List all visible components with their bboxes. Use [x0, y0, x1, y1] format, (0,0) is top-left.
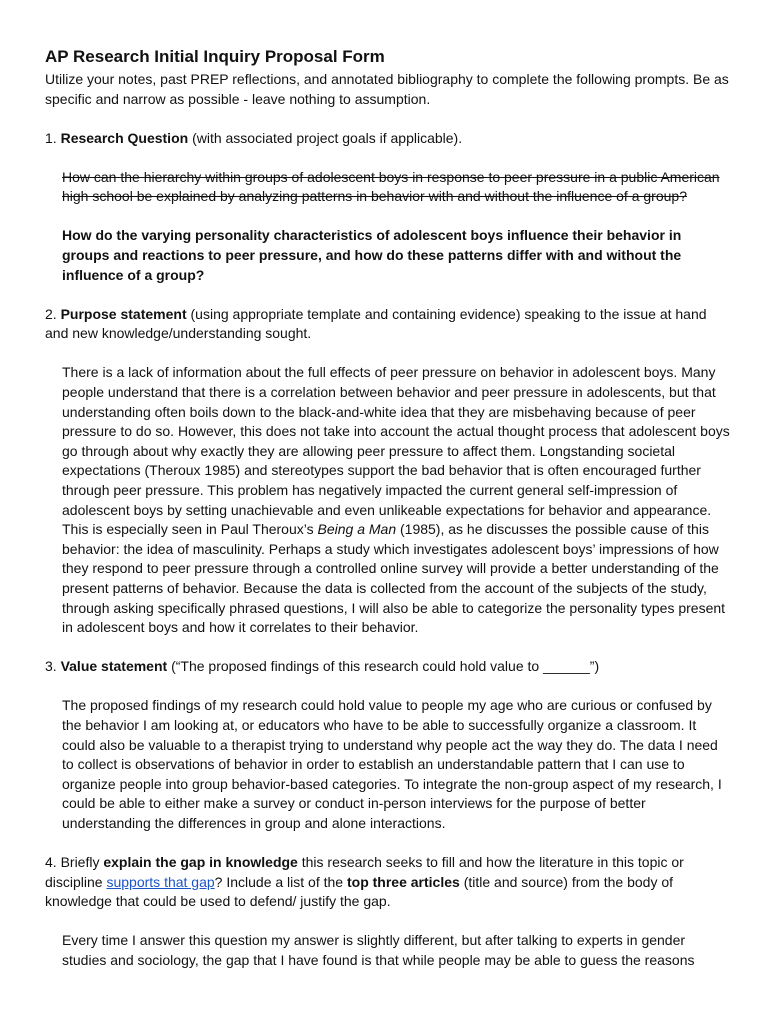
- text-line: [62, 363, 745, 383]
- document-body: [45, 70, 745, 970]
- text-line: [62, 461, 745, 481]
- text-span: could be able to either make a survey or conduct in-person interviews for the purpose of better: [62, 795, 646, 812]
- text-line: [62, 736, 745, 756]
- text-span: influence of a group?: [62, 266, 205, 283]
- paragraph-research-question: [62, 226, 745, 285]
- text-span: behavior: the idea of masculinity. Perhaps a study which investigates adolescent boys’ impressions of how: [62, 540, 719, 557]
- text-span: understanding the differences in group and alone interactions.: [62, 814, 446, 831]
- bold-text: explain the gap in knowledge: [103, 854, 298, 870]
- text-span: to collect is observations of behavior in order to establish an understandable pattern that I can use to: [62, 756, 685, 773]
- page-title: AP Research Initial Inquiry Proposal Form: [45, 47, 385, 66]
- text-span: pressure to do so. However, this does not take into account the actual thought process that adolescent boys: [62, 423, 730, 440]
- text-line: [62, 814, 745, 834]
- document-page: [45, 46, 745, 990]
- text-line: [62, 266, 745, 286]
- text-line: [62, 501, 745, 521]
- paragraph-intro: [45, 70, 745, 109]
- text-span: (title and source) from the body of: [459, 873, 674, 890]
- text-line: [62, 187, 745, 207]
- text-line: [45, 90, 745, 110]
- text-line: [45, 129, 745, 149]
- text-span: (with associated project goals if applicable).: [188, 129, 463, 146]
- text-line: [62, 775, 745, 795]
- paragraph-prompt-1: [45, 129, 745, 149]
- text-line: [45, 892, 745, 912]
- text-span: and new knowledge/understanding sought.: [45, 325, 312, 342]
- text-line: [45, 70, 745, 90]
- text-span: through peer pressure. This problem has negatively impacted the current general self-impression of: [62, 482, 678, 498]
- text-line: [45, 305, 745, 325]
- text-span: people understand that there is a correlation between behavior and peer pressure in adolescents, but that: [62, 384, 716, 401]
- text-line: [45, 873, 745, 893]
- text-span: through asking specifically phrased questions, I will also be able to categorize the personality types present: [62, 599, 726, 616]
- text-span: The proposed findings of my research could hold value to people my age who are curious or confused by: [62, 697, 712, 714]
- text-span: present patterns of behavior. Because the data is collected from the account of the subjects of the study,: [62, 579, 707, 596]
- paragraph-prompt-3: [45, 657, 745, 677]
- text-line: [45, 657, 745, 677]
- text-line: [62, 931, 745, 951]
- text-line: [62, 422, 745, 442]
- text-line: [62, 951, 745, 971]
- text-span: organize people into group behavior-based categories. To integrate the non-group aspect of my research, I: [62, 775, 722, 792]
- paragraph-value-answer: [62, 696, 745, 833]
- text-line: [62, 442, 745, 462]
- paragraph-old-research-question: [62, 168, 745, 207]
- text-line: [62, 246, 745, 266]
- text-line: [62, 559, 745, 579]
- text-span: 4. Briefly: [45, 854, 104, 870]
- text-line: [62, 794, 745, 814]
- text-line: [45, 853, 745, 873]
- italic-title: Being a Man: [317, 521, 397, 538]
- text-line: [62, 168, 745, 188]
- text-span: discipline: [45, 873, 107, 890]
- text-span: 1.: [45, 129, 61, 146]
- text-span: (using appropriate template and containing evidence) speaking to the issue at hand: [186, 305, 707, 322]
- text-line: [62, 696, 745, 716]
- paragraph-prompt-2: [45, 305, 745, 344]
- text-line: [62, 579, 745, 599]
- text-span: they respond to peer pressure through a controlled online survey will provide a better understanding of the: [62, 560, 719, 577]
- bold-text: Value statement: [60, 658, 168, 675]
- text-span: high school be explained by analyzing patterns in behavior with and without the influence of a group?: [62, 188, 687, 205]
- text-span: studies and sociology, the gap that I have found is that while people may be able to guess the reasons: [62, 951, 695, 968]
- text-span: knowledge that could be used to defend/ justify the gap.: [45, 893, 391, 910]
- text-line: [62, 618, 745, 638]
- text-line: [62, 599, 745, 619]
- text-span: the behavior I am looking at, or educators who have to be able to successfully organize a classroom. It: [62, 716, 697, 733]
- text-span: (1985), as he discusses the possible cause of this: [396, 521, 709, 538]
- text-line: [62, 403, 745, 423]
- text-line: [62, 481, 745, 501]
- supports-that-gap-link[interactable]: supports that gap: [106, 873, 215, 890]
- text-span: This is especially seen in Paul Theroux’s: [62, 521, 318, 538]
- paragraph-prompt-4: [45, 853, 745, 912]
- text-span: Every time I answer this question my answer is slightly different, but after talking to experts in gender: [62, 932, 686, 949]
- text-line: [45, 324, 745, 344]
- text-span: specific and narrow as possible - leave nothing to assumption.: [45, 90, 431, 107]
- paragraph-gap-answer: [62, 931, 745, 970]
- text-span: in adolescent boys and how it correlates to their behavior.: [62, 619, 419, 636]
- bold-text: Purpose statement: [60, 305, 187, 322]
- text-line: [62, 226, 745, 246]
- text-span: go through about why exactly they are allowing peer pressure to affect them. Longstanding societal: [62, 442, 676, 459]
- text-span: adolescent boys by setting unachievable and even unlikeable expectations for behavior and appearance.: [62, 501, 712, 518]
- text-span: ? Include a list of the: [214, 873, 347, 890]
- text-span: 3.: [45, 658, 61, 675]
- text-span: this research seeks to fill and how the literature in this topic or: [297, 854, 684, 870]
- bold-text: top three articles: [346, 873, 460, 890]
- text-line: [62, 755, 745, 775]
- text-span: There is a lack of information about the full effects of peer pressure on behavior in adolescent boys. Many: [62, 364, 716, 381]
- bold-text: Research Question: [60, 129, 189, 146]
- text-line: [62, 540, 745, 560]
- text-span: How can the hierarchy within groups of adolescent boys in response to peer pressure in a public American: [62, 168, 720, 185]
- text-line: [62, 383, 745, 403]
- text-span: understanding often boils down to the black-and-white idea that they are misbehaving because of peer: [62, 403, 696, 420]
- text-span: could also be valuable to a therapist trying to understand why people act the way they do. The data I need: [62, 736, 718, 753]
- text-span: expectations (Theroux 1985) and stereotypes support the bad behavior that is often encouraged further: [62, 462, 701, 479]
- text-span: Utilize your notes, past PREP reflections, and annotated bibliography to complete the following prompts. Be as: [45, 71, 729, 87]
- paragraph-purpose-answer: [62, 363, 745, 637]
- text-span: 2.: [45, 305, 61, 322]
- text-span: (“The proposed findings of this research could hold value to ______”): [167, 658, 600, 675]
- text-span: How do the varying personality characteristics of adolescent boys influence their behavior in: [62, 227, 682, 244]
- text-line: [62, 520, 745, 540]
- text-span: groups and reactions to peer pressure, and how do these patterns differ with and without the: [62, 247, 682, 264]
- text-line: [62, 716, 745, 736]
